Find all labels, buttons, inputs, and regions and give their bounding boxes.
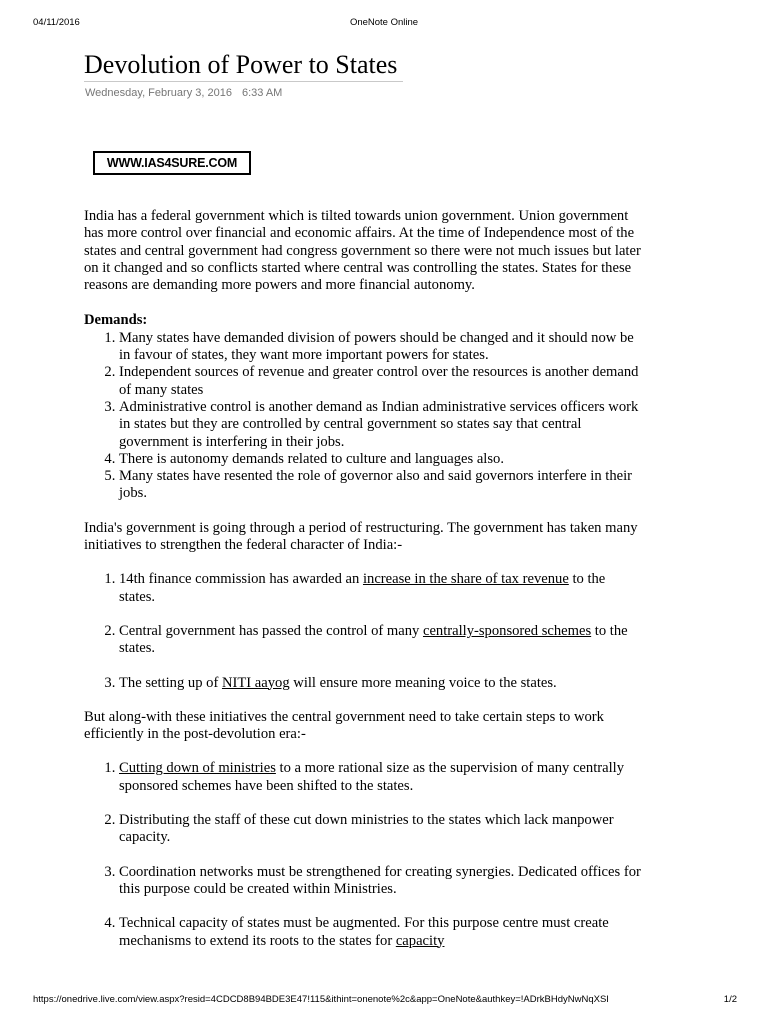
item-text: Central government has passed the control of many (119, 622, 423, 639)
item-link[interactable]: centrally-sponsored schemes (422, 622, 592, 639)
list-item: 1. Many states have demanded division of powers should be changed and it should now be in favour of states, they want more important powers for states. (119, 330, 644, 365)
list-item (119, 675, 644, 692)
list-item (119, 760, 644, 795)
list-item: 4. There is autonomy demands related to culture and languages also. (119, 451, 644, 468)
list-item: 5. Many states have resented the role of governor also and said governors interfere in their jobs. (119, 468, 644, 503)
list-item (119, 864, 644, 899)
page-number: 1/2 (723, 994, 737, 1005)
note-time: 6:33 AM (241, 87, 283, 99)
initiatives-list (84, 571, 644, 691)
steps-paragraph: But along-with these initiatives the central government need to take certain steps to work efficiently in the post-devolution era:- (84, 708, 604, 743)
restructuring-paragraph: India's government is going through a period of restructuring. The government has taken many initiatives to strengthen the federal character of India:- (84, 519, 638, 554)
item-text: 14th finance commission has awarded an (119, 571, 363, 588)
print-date: 04/11/2016 (33, 17, 80, 28)
list-item: 3. Administrative control is another demand as Indian administrative services officers work in states but they are controlled by central government so states say that central government is interfering in their jobs. (119, 399, 644, 451)
item-link[interactable]: NITI aayog (221, 674, 290, 691)
note-timestamp (85, 87, 282, 99)
note-body (84, 208, 644, 950)
item-text: to the states. (119, 571, 606, 605)
demands-list (84, 330, 644, 503)
list-item (119, 915, 644, 950)
intro-paragraph: India has a federal government which is tilted towards union government. Union government has more control over financial and economic affairs. At the time of Independence most of the states and central government had congress government so there were not much issues but later on it changed and so conflicts started where central was controlling the states. States for these reasons are demanding more powers and more financial autonomy. (84, 208, 641, 294)
list-item (119, 812, 644, 847)
item-link[interactable]: increase in the share of tax revenue (362, 571, 569, 588)
item-text: The setting up of (119, 674, 222, 691)
demands-heading: Demands: (84, 312, 148, 329)
item-text: Coordination networks must be strengthened for creating synergies. Dedicated offices for this purpose could be created within Ministries. (119, 863, 641, 897)
list-item (119, 623, 644, 658)
print-url: https://onedrive.live.com/view.aspx?resid=4CDCD8B94BDE3E47!115&ithint=onenote%2c&app=OneNote&authkey=!ADrkBHdyNwNqXSI (33, 994, 609, 1005)
item-text: Distributing the staff of these cut down ministries to the states which lack manpower capacity. (119, 812, 614, 846)
item-text: Technical capacity of states must be augmented. For this purpose centre must create mechanisms to extend its roots to the states for (119, 915, 609, 949)
item-link[interactable]: capacity (395, 932, 445, 949)
note-date: Wednesday, February 3, 2016 (85, 87, 232, 99)
item-text: will ensure more meaning voice to the states. (289, 674, 557, 691)
item-link[interactable]: Cutting down of ministries (119, 760, 276, 777)
list-item (119, 571, 644, 606)
page-title: Devolution of Power to States (84, 49, 403, 82)
item-text: to a more rational size as the supervision of many centrally sponsored schemes have been shifted to the states. (119, 760, 625, 794)
print-app-title: OneNote Online (349, 17, 419, 28)
item-text: to the states. (119, 622, 628, 657)
steps-list (84, 760, 644, 949)
site-logo: WWW.IAS4SURE.COM (93, 151, 251, 175)
list-item: 2. Independent sources of revenue and greater control over the resources is another demand of many states (119, 364, 644, 399)
